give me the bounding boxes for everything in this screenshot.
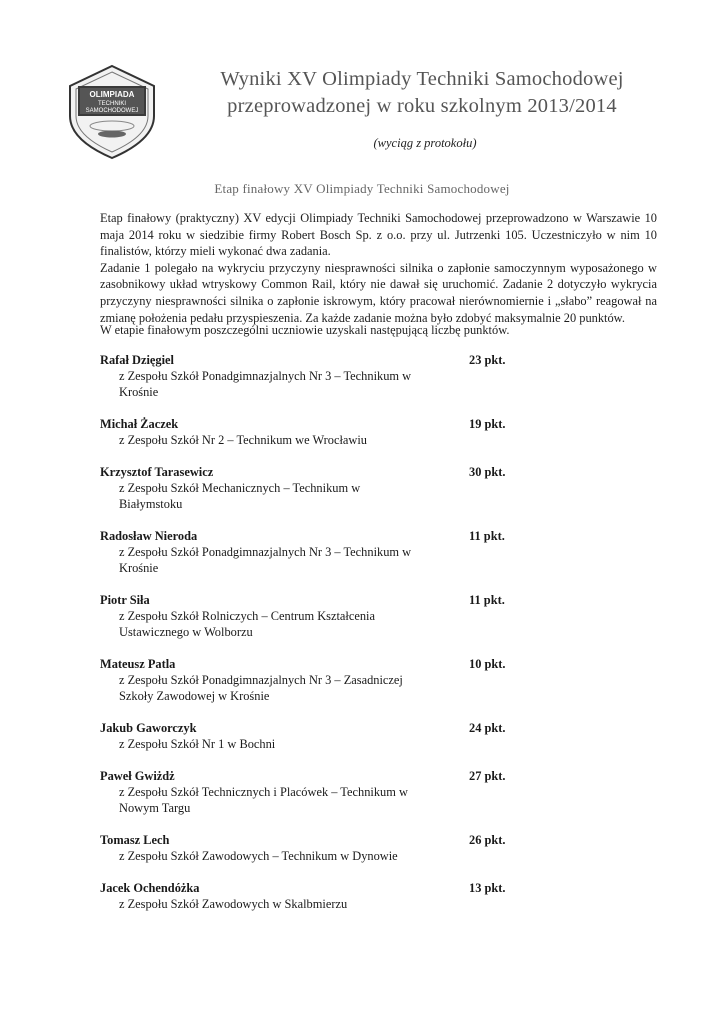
participant-name: Paweł Gwiżdż (100, 769, 175, 783)
participant-points: 11 pkt. (469, 529, 505, 543)
participant-name: Tomasz Lech (100, 833, 170, 847)
participant-school: z Zespołu Szkół Ponadgimnazjalnych Nr 3 – Technikum w Krośnie (119, 545, 412, 575)
participant-school: z Zespołu Szkół Ponadgimnazjalnych Nr 3 – Zasadniczej Szkoły Zawodowej w Krośnie (119, 673, 403, 703)
result-entry (100, 464, 560, 512)
participant-name: Jacek Ochendóżka (100, 881, 200, 895)
intro-paragraph-2: Zadanie 1 polegało na wykryciu przyczyny niesprawności silnika o zapłonie samoczynnym wyposażonego w zasobnikowy układ wtryskowy Common Rail, który nie dawał się uruchomić. Zadanie 2 dotyczyło wykrycia przyczyny niesprawności silnika o zapłonie iskrowym, który pracował nierównomiernie i „słabo” reagował na zmianę położenia pedału przyspieszenia. Za każde zadanie można było zdobyć maksymalnie 20 punktów. (100, 260, 657, 325)
participant-points: 23 pkt. (469, 353, 506, 367)
participant-points: 30 pkt. (469, 465, 506, 479)
result-entry (100, 656, 560, 704)
logo-text-3: SAMOCHODOWEJ (85, 108, 139, 114)
participant-points: 10 pkt. (469, 657, 506, 671)
intro-paragraph-1: Etap finałowy (praktyczny) XV edycji Olimpiady Techniki Samochodowej przeprowadzono w Warszawie 10 maja 2014 roku w siedzibie firmy Robert Bosch Sp. z o.o. przy ul. Jutrzenki 105. Uczestniczyło w nim 10 finalistów, którzy mieli wykonać dwa zadania. (100, 211, 657, 259)
participant-name: Mateusz Patla (100, 657, 176, 671)
result-entry (100, 768, 560, 816)
results-lead: W etapie finałowym poszczególni uczniowie uzyskali następującą liczbę punktów. (100, 323, 510, 337)
participant-name: Krzysztof Tarasewicz (100, 465, 214, 479)
participant-points: 13 pkt. (469, 881, 506, 895)
stage-title: Etap finałowy XV Olimpiady Techniki Samochodowej (214, 181, 510, 196)
result-entry (100, 832, 560, 864)
result-entry (100, 880, 560, 912)
result-entry (100, 592, 560, 640)
results-list (100, 352, 560, 928)
participant-school: z Zespołu Szkół Technicznych i Placówek – Technikum w Nowym Targu (119, 785, 408, 815)
result-entry (100, 720, 560, 752)
participant-school: z Zespołu Szkół Rolniczych – Centrum Kształcenia Ustawicznego w Wolborzu (119, 609, 376, 639)
participant-points: 27 pkt. (469, 769, 506, 783)
participant-name: Jakub Gaworczyk (100, 721, 197, 735)
participant-name: Piotr Siła (100, 593, 150, 607)
logo-text-2: TECHNIKI (97, 101, 127, 107)
participant-points: 19 pkt. (469, 417, 506, 431)
shield-logo-icon (66, 64, 158, 160)
title-line-1: Wyniki XV Olimpiady Techniki Samochodowej (220, 68, 624, 90)
title-line-2: przeprowadzonej w roku szkolnym 2013/2014 (227, 95, 617, 117)
participant-school: z Zespołu Szkół Ponadgimnazjalnych Nr 3 – Technikum w Krośnie (119, 369, 412, 399)
result-entry (100, 528, 560, 576)
participant-points: 24 pkt. (469, 721, 506, 735)
participant-name: Rafał Dzięgiel (100, 353, 174, 367)
participant-school: z Zespołu Szkół Nr 2 – Technikum we Wrocławiu (119, 433, 367, 447)
result-entry (100, 416, 560, 448)
participant-school: z Zespołu Szkół Zawodowych – Technikum w Dynowie (119, 849, 398, 863)
subtitle: (wyciąg z protokołu) (373, 136, 477, 150)
intro-text (100, 210, 657, 326)
participant-name: Michał Żaczek (100, 417, 179, 431)
result-entry (100, 352, 560, 400)
participant-school: z Zespołu Szkół Mechanicznych – Technikum w Białymstoku (119, 481, 361, 511)
page-title (172, 66, 672, 120)
participant-school: z Zespołu Szkół Zawodowych w Skalbmierzu (119, 897, 348, 911)
participant-points: 11 pkt. (469, 593, 505, 607)
participant-points: 26 pkt. (469, 833, 506, 847)
logo-text-1: OLIMPIADA (89, 90, 135, 99)
olympiad-logo (66, 64, 158, 160)
participant-school: z Zespołu Szkół Nr 1 w Bochni (119, 737, 276, 751)
participant-name: Radosław Nieroda (100, 529, 198, 543)
